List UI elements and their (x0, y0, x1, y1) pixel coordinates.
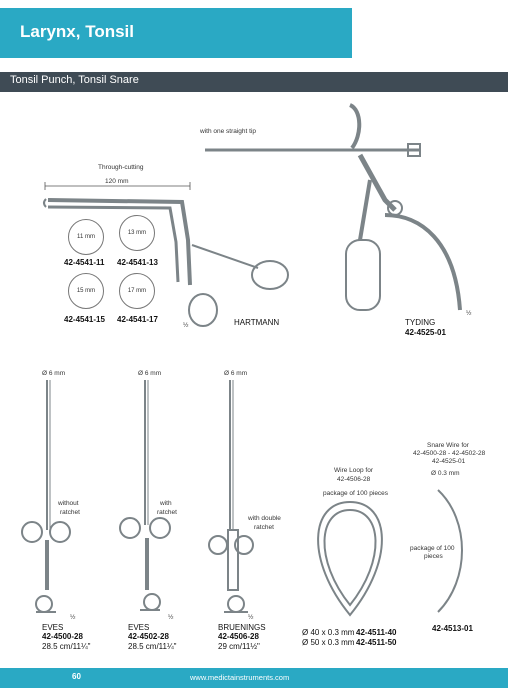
wire-loop-package: package of 100 pieces (323, 490, 389, 497)
eves2-instrument-image (120, 380, 170, 610)
eves1-name: EVES (42, 623, 64, 632)
tyding-code: 42-4525-01 (405, 328, 446, 337)
size-circle-15: 15 mm (68, 273, 104, 309)
snare-wire-diameter: Ø 0.3 mm (431, 470, 460, 477)
eves2-scale: ½ (168, 614, 174, 621)
page-title: Larynx, Tonsil (20, 22, 134, 41)
wire-loop-image (318, 502, 382, 615)
hartmann-code-11: 42-4541-11 (64, 258, 105, 267)
eves2-diameter: Ø 6 mm (138, 370, 162, 377)
wire-loop-label-a: Wire Loop for (334, 467, 374, 474)
wire-loop-size-2: Ø 50 x 0.3 mm (302, 638, 355, 647)
hartmann-code-13: 42-4541-13 (117, 258, 158, 267)
bruenings-instrument-image (209, 380, 253, 612)
website-link[interactable]: www.medictainstruments.com (190, 673, 290, 682)
eves1-note-b: ratchet (60, 509, 80, 516)
bruenings-note-a: with double (248, 515, 281, 522)
eves1-diameter: Ø 6 mm (42, 370, 66, 377)
wire-loop-code-2: 42-4511-50 (356, 638, 397, 647)
tyding-instrument-image (205, 105, 460, 310)
snare-wire-package-a: package of 100 (410, 545, 455, 552)
snare-wire-label-c: 42-4525-01 (432, 458, 466, 465)
size-circle-17: 17 mm (119, 273, 155, 309)
tyding-scale: ½ (466, 310, 472, 317)
wire-loop-label-b: 42-4506-28 (337, 476, 371, 483)
wire-loop-size-1: Ø 40 x 0.3 mm (302, 628, 355, 637)
snare-wire-label-b: 42-4500-28 - 42-4502-28 (413, 450, 486, 457)
hartmann-scale: ½ (183, 322, 189, 329)
size-circle-13: 13 mm (119, 215, 155, 251)
tyding-name: TYDING (405, 318, 436, 327)
hartmann-code-17: 42-4541-17 (117, 315, 158, 324)
hartmann-cut-label: Through-cutting (98, 164, 144, 171)
snare-wire-label-a: Snare Wire for (427, 442, 469, 449)
eves2-name: EVES (128, 623, 150, 632)
hartmann-name: HARTMANN (234, 318, 280, 327)
tyding-tip-label: with one straight tip (200, 128, 257, 135)
eves2-code: 42-4502-28 (128, 632, 169, 641)
eves1-instrument-image (22, 380, 70, 612)
eves1-note-a: without (58, 500, 79, 507)
bruenings-length: 29 cm/11½" (218, 642, 260, 651)
snare-wire-code: 42-4513-01 (432, 624, 473, 633)
eves1-scale: ½ (70, 614, 76, 621)
bruenings-name: BRUENINGS (218, 623, 266, 632)
size-circle-11: 11 mm (68, 219, 104, 255)
eves2-length: 28.5 cm/11¼" (128, 642, 177, 651)
snare-wire-package-b: pieces (424, 553, 443, 560)
eves1-code: 42-4500-28 (42, 632, 83, 641)
wire-loop-code-1: 42-4511-40 (356, 628, 397, 637)
bruenings-scale: ½ (248, 614, 254, 621)
section-title: Tonsil Punch, Tonsil Snare (10, 74, 139, 86)
hartmann-length-label: 120 mm (105, 178, 129, 185)
bruenings-note-b: ratchet (254, 524, 274, 531)
bruenings-code: 42-4506-28 (218, 632, 259, 641)
page-number: 60 (72, 672, 81, 681)
eves2-note-a: with (160, 500, 172, 507)
bruenings-diameter: Ø 6 mm (224, 370, 248, 377)
eves1-length: 28.5 cm/11¼" (42, 642, 91, 651)
eves2-note-b: ratchet (157, 509, 177, 516)
hartmann-code-15: 42-4541-15 (64, 315, 105, 324)
